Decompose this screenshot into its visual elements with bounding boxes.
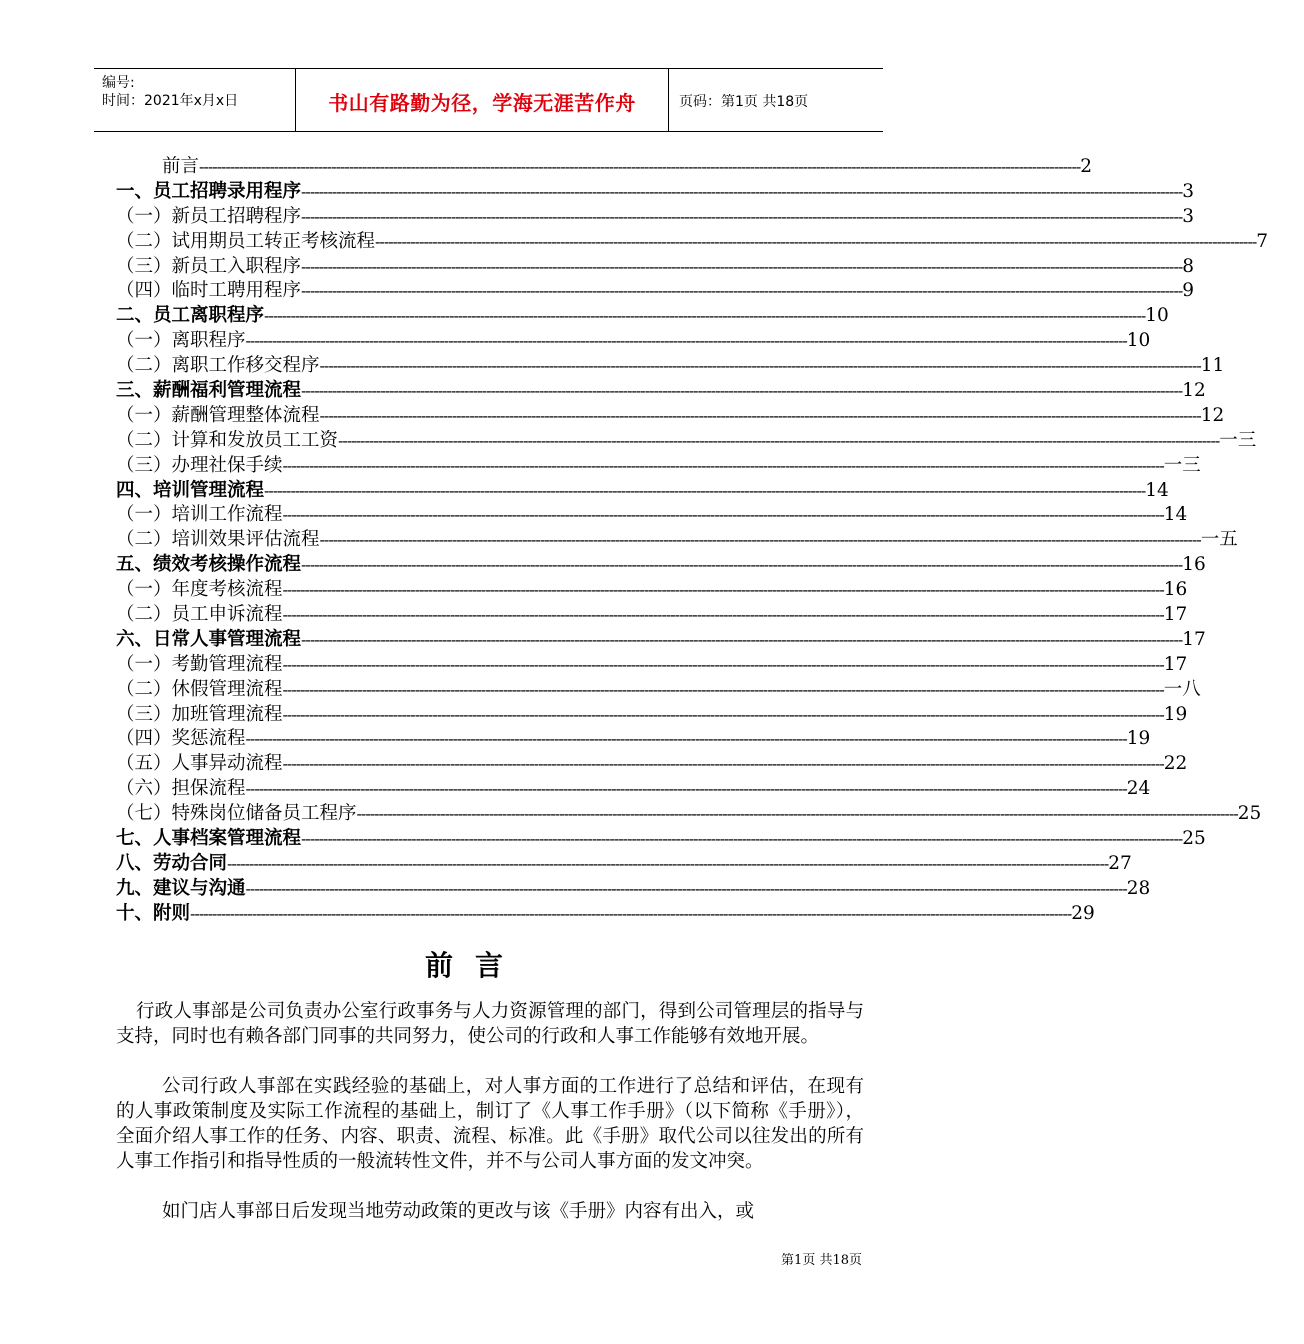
- toc-entry[interactable]: [116, 528, 1238, 553]
- toc-entry-page: 一五: [1200, 529, 1238, 551]
- toc-entry-title: （七）特殊岗位储备员工程序: [116, 803, 357, 825]
- toc-entry[interactable]: [116, 304, 1169, 329]
- toc-entry-page: 10: [1126, 330, 1151, 352]
- header-motto: 书山有路勤为径，学海无涯苦作舟: [328, 91, 636, 115]
- toc-entry-title: （一）新员工招聘程序: [116, 205, 302, 227]
- toc-entry-page: 3: [1182, 205, 1195, 227]
- toc-entry-page: 2: [1080, 156, 1093, 177]
- page-header: [94, 68, 883, 132]
- document-time-label: 时间：2021年x月x日: [102, 93, 239, 109]
- toc-entry[interactable]: [116, 827, 1206, 852]
- table-of-contents: [116, 155, 1269, 927]
- toc-dot-leader: --------------------------------------------------------------------------------------------------------------------------------------------------------------------------------------------------------: [264, 480, 1146, 500]
- toc-entry[interactable]: [116, 379, 1206, 404]
- toc-dot-leader: --------------------------------------------------------------------------------------------------------------------------------------------------------------------------------------------------------: [282, 704, 1164, 724]
- toc-entry-title: 四、培训管理流程: [116, 479, 265, 501]
- toc-entry[interactable]: [116, 479, 1169, 504]
- toc-entry[interactable]: [116, 902, 1095, 927]
- toc-entry[interactable]: [116, 279, 1195, 304]
- toc-dot-leader: --------------------------------------------------------------------------------------------------------------------------------------------------------------------------------------------------------: [356, 804, 1238, 824]
- toc-dot-leader: --------------------------------------------------------------------------------------------------------------------------------------------------------------------------------------------------------: [301, 629, 1183, 649]
- toc-entry[interactable]: [116, 553, 1206, 578]
- header-page-number: 页码：第1页 共18页: [679, 94, 809, 110]
- toc-dot-leader: --------------------------------------------------------------------------------------------------------------------------------------------------------------------------------------------------------: [245, 331, 1127, 351]
- toc-entry-title: 五、绩效考核操作流程: [116, 554, 302, 576]
- toc-dot-leader: --------------------------------------------------------------------------------------------------------------------------------------------------------------------------------------------------------: [282, 679, 1164, 699]
- toc-dot-leader: --------------------------------------------------------------------------------------------------------------------------------------------------------------------------------------------------------: [282, 654, 1164, 674]
- toc-dot-leader: --------------------------------------------------------------------------------------------------------------------------------------------------------------------------------------------------------: [319, 530, 1201, 550]
- body-paragraph: 如门店人事部日后发现当地劳动政策的更改与该《手册》内容有出入，或: [162, 1201, 755, 1222]
- toc-entry-title: （六）担保流程: [116, 778, 246, 800]
- toc-dot-leader: --------------------------------------------------------------------------------------------------------------------------------------------------------------------------------------------------------: [301, 181, 1183, 201]
- toc-entry-page: 28: [1126, 877, 1151, 899]
- toc-entry[interactable]: [116, 752, 1188, 777]
- toc-entry-title: （五）人事异动流程: [116, 753, 283, 775]
- body-paragraph: 公司行政人事部在实践经验的基础上，对人事方面的工作进行了总结和评估，在现有的人事政策制度及实际工作流程的基础上，制订了《人事工作手册》（以下简称《手册》），全面介绍人事工作的任务、内容、职责、流程、标准。此《手册》取代公司以往发出的所有人事工作指引和指导性质的一般流转性文件，并不与公司人事方面的发文冲突。: [116, 1076, 864, 1172]
- toc-dot-leader: --------------------------------------------------------------------------------------------------------------------------------------------------------------------------------------------------------: [319, 356, 1201, 376]
- toc-entry-page: 3: [1182, 180, 1195, 202]
- toc-dot-leader: --------------------------------------------------------------------------------------------------------------------------------------------------------------------------------------------------------: [375, 231, 1257, 251]
- toc-entry-title: 十、附则: [116, 902, 191, 924]
- toc-entry-title: （三）新员工入职程序: [116, 255, 302, 277]
- toc-entry-page: 25: [1182, 828, 1206, 850]
- toc-dot-leader: --------------------------------------------------------------------------------------------------------------------------------------------------------------------------------------------------------: [245, 729, 1127, 749]
- toc-dot-leader: --------------------------------------------------------------------------------------------------------------------------------------------------------------------------------------------------------: [227, 853, 1109, 873]
- toc-entry-page: 14: [1145, 479, 1169, 501]
- toc-entry-page: 10: [1145, 305, 1169, 327]
- toc-entry[interactable]: [116, 503, 1188, 528]
- toc-entry-title: 一、员工招聘录用程序: [116, 180, 302, 202]
- toc-dot-leader: --------------------------------------------------------------------------------------------------------------------------------------------------------------------------------------------------------: [190, 903, 1072, 923]
- toc-entry-page: 14: [1163, 504, 1188, 526]
- toc-entry-page: 一三: [1163, 454, 1201, 476]
- toc-entry-page: 17: [1182, 628, 1206, 650]
- toc-entry-page: 7: [1256, 230, 1269, 252]
- toc-entry-page: 25: [1237, 803, 1262, 825]
- toc-dot-leader: --------------------------------------------------------------------------------------------------------------------------------------------------------------------------------------------------------: [301, 256, 1183, 276]
- toc-entry-title: （四）临时工聘用程序: [116, 280, 302, 302]
- toc-entry-page: 一三: [1219, 429, 1257, 451]
- toc-entry-page: 16: [1182, 554, 1206, 576]
- toc-entry[interactable]: [116, 653, 1188, 678]
- toc-entry-page: 29: [1071, 902, 1095, 924]
- toc-entry[interactable]: [116, 354, 1225, 379]
- toc-entry-page: 9: [1182, 280, 1195, 302]
- toc-entry-title: （一）年度考核流程: [116, 579, 283, 601]
- toc-dot-leader: --------------------------------------------------------------------------------------------------------------------------------------------------------------------------------------------------------: [301, 555, 1183, 575]
- toc-entry-page: 17: [1163, 653, 1188, 675]
- body-paragraph: 行政人事部是公司负责办公室行政事务与人力资源管理的部门，得到公司管理层的指导与支持，同时也有赖各部门同事的共同努力，使公司的行政和人事工作能够有效地开展。: [116, 1001, 864, 1047]
- toc-entry-page: 一八: [1163, 678, 1201, 700]
- toc-entry-page: 24: [1126, 778, 1151, 800]
- header-page-cell: [669, 69, 883, 131]
- toc-entry-page: 8: [1182, 255, 1195, 277]
- toc-entry[interactable]: [116, 727, 1151, 752]
- toc-entry-title: 六、日常人事管理流程: [116, 628, 302, 650]
- toc-entry[interactable]: [116, 777, 1151, 802]
- toc-entry-title: （二）计算和发放员工工资: [116, 429, 339, 451]
- toc-dot-leader: --------------------------------------------------------------------------------------------------------------------------------------------------------------------------------------------------------: [301, 281, 1183, 301]
- header-motto-cell: [295, 69, 669, 131]
- toc-entry-title: 七、人事档案管理流程: [116, 828, 302, 850]
- toc-entry[interactable]: [116, 802, 1262, 827]
- toc-entry[interactable]: [116, 404, 1225, 429]
- toc-entry-title: （三）办理社保手续: [116, 454, 283, 476]
- toc-entry-title: 八、劳动合同: [116, 852, 228, 874]
- toc-entry-page: 22: [1163, 753, 1188, 775]
- toc-entry-title: （二）试用期员工转正考核流程: [116, 230, 376, 252]
- toc-entry[interactable]: [116, 155, 1093, 180]
- toc-entry-title: （二）员工申诉流程: [116, 604, 283, 626]
- toc-dot-leader: --------------------------------------------------------------------------------------------------------------------------------------------------------------------------------------------------------: [282, 505, 1164, 525]
- toc-dot-leader: --------------------------------------------------------------------------------------------------------------------------------------------------------------------------------------------------------: [301, 829, 1183, 849]
- toc-entry-page: 19: [1126, 728, 1151, 750]
- toc-entry-page: 16: [1163, 579, 1188, 601]
- toc-entry-title: （二）培训效果评估流程: [116, 529, 320, 551]
- toc-entry-page: 12: [1200, 404, 1225, 426]
- toc-dot-leader: --------------------------------------------------------------------------------------------------------------------------------------------------------------------------------------------------------: [282, 754, 1164, 774]
- toc-entry[interactable]: [116, 578, 1188, 603]
- toc-dot-leader: --------------------------------------------------------------------------------------------------------------------------------------------------------------------------------------------------------: [282, 455, 1164, 475]
- toc-entry-title: （三）加班管理流程: [116, 703, 283, 725]
- toc-dot-leader: --------------------------------------------------------------------------------------------------------------------------------------------------------------------------------------------------------: [245, 779, 1127, 799]
- toc-entry-page: 19: [1163, 703, 1188, 725]
- footer-page-number: 第1页 共18页: [781, 1253, 862, 1268]
- toc-entry[interactable]: [116, 329, 1151, 354]
- toc-entry-title: （二）休假管理流程: [116, 678, 283, 700]
- toc-entry[interactable]: [116, 454, 1201, 479]
- toc-entry-title: （一）考勤管理流程: [116, 653, 283, 675]
- toc-entry-title: 二、员工离职程序: [116, 305, 265, 327]
- header-meta-cell: [94, 69, 294, 131]
- toc-dot-leader: --------------------------------------------------------------------------------------------------------------------------------------------------------------------------------------------------------: [199, 157, 1081, 176]
- toc-dot-leader: --------------------------------------------------------------------------------------------------------------------------------------------------------------------------------------------------------: [301, 206, 1183, 226]
- toc-entry-page: 12: [1182, 380, 1206, 402]
- toc-entry[interactable]: [116, 678, 1201, 703]
- toc-entry-page: 17: [1163, 604, 1188, 626]
- toc-entry[interactable]: [116, 180, 1195, 205]
- toc-entry-title: （一）培训工作流程: [116, 504, 283, 526]
- toc-dot-leader: --------------------------------------------------------------------------------------------------------------------------------------------------------------------------------------------------------: [319, 405, 1201, 425]
- toc-entry[interactable]: [116, 703, 1188, 728]
- toc-entry-page: 27: [1108, 852, 1132, 874]
- toc-entry-page: 11: [1200, 355, 1225, 377]
- toc-dot-leader: --------------------------------------------------------------------------------------------------------------------------------------------------------------------------------------------------------: [264, 306, 1146, 326]
- toc-entry-title: （二）离职工作移交程序: [116, 355, 320, 377]
- toc-entry[interactable]: [116, 255, 1195, 280]
- toc-entry-title: 前言: [162, 156, 200, 177]
- toc-entry-title: （一）薪酬管理整体流程: [116, 404, 320, 426]
- toc-entry-title: 三、薪酬福利管理流程: [116, 380, 302, 402]
- toc-entry[interactable]: [116, 628, 1206, 653]
- toc-entry-title: （四）奖惩流程: [116, 728, 246, 750]
- toc-entry[interactable]: [116, 230, 1269, 255]
- document-number-label: 编号:: [102, 75, 135, 91]
- toc-entry[interactable]: [116, 877, 1151, 902]
- toc-entry[interactable]: [116, 603, 1188, 628]
- toc-dot-leader: --------------------------------------------------------------------------------------------------------------------------------------------------------------------------------------------------------: [245, 878, 1127, 898]
- toc-entry[interactable]: [116, 205, 1195, 230]
- toc-entry[interactable]: [116, 852, 1132, 877]
- toc-dot-leader: --------------------------------------------------------------------------------------------------------------------------------------------------------------------------------------------------------: [282, 605, 1164, 625]
- toc-dot-leader: --------------------------------------------------------------------------------------------------------------------------------------------------------------------------------------------------------: [338, 430, 1220, 450]
- toc-entry-title: 九、建议与沟通: [116, 877, 246, 899]
- section-heading: 前言: [424, 949, 525, 982]
- toc-entry[interactable]: [116, 429, 1257, 454]
- toc-dot-leader: --------------------------------------------------------------------------------------------------------------------------------------------------------------------------------------------------------: [301, 381, 1183, 401]
- toc-entry-title: （一）离职程序: [116, 330, 246, 352]
- toc-dot-leader: --------------------------------------------------------------------------------------------------------------------------------------------------------------------------------------------------------: [282, 580, 1164, 600]
